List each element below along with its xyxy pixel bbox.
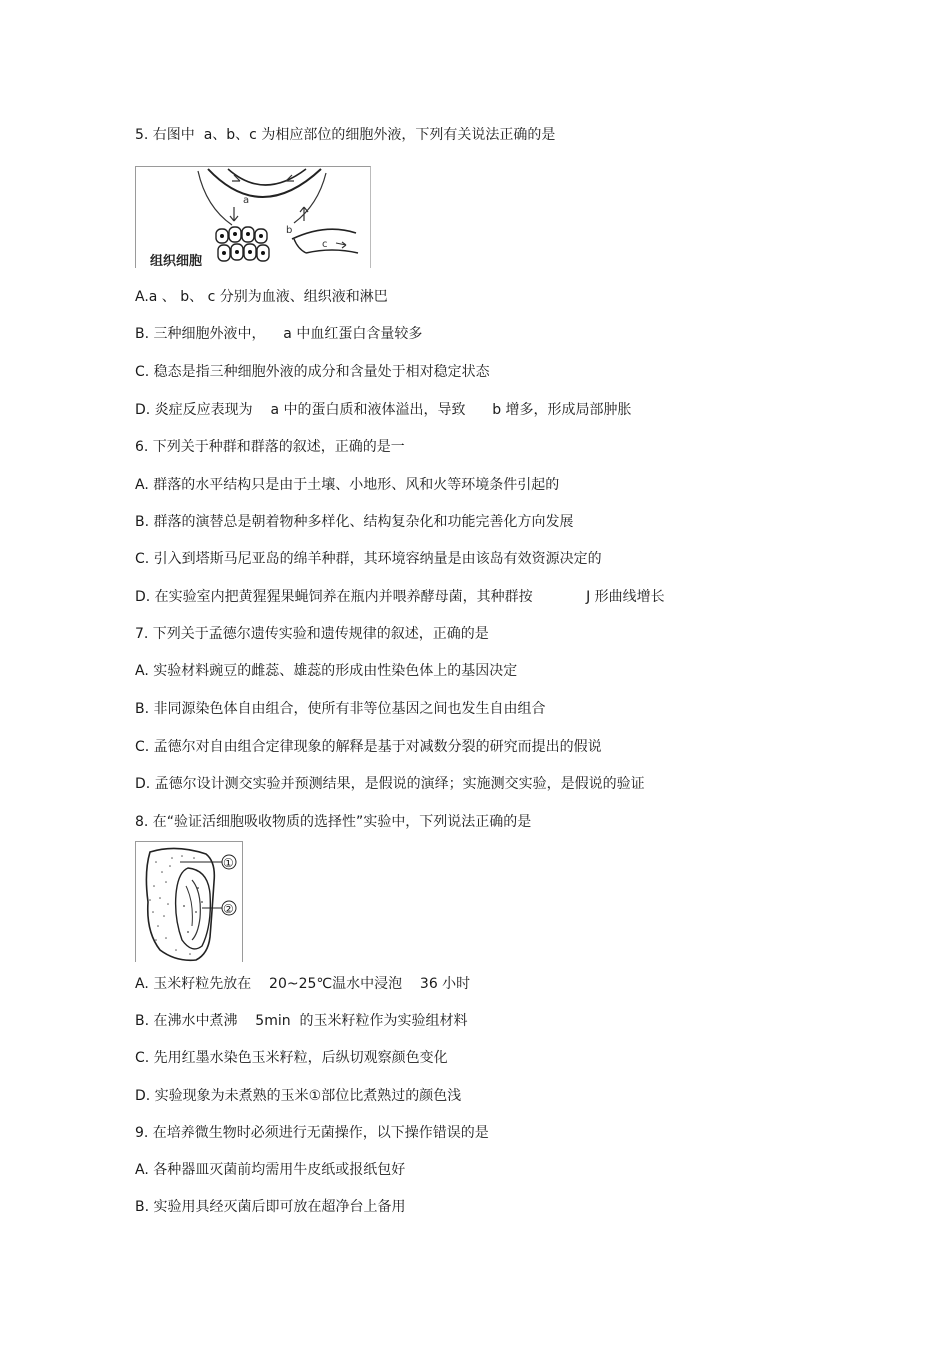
q7-option-a: A. 实验材料豌豆的雌蕊、雄蕊的形成由性染色体上的基因决定 [135,663,518,679]
q6-option-a: A. 群落的水平结构只是由于土壤、小地形、风和火等环境条件引起的 [135,477,560,493]
corn-kernel-diagram [135,841,243,962]
q6-option-d: D. 在实验室内把黄猩猩果蝇饲养在瓶内并喂养酵母菌，其种群按 J 形曲线增长 [135,589,665,605]
question-9-stem: 9. 在培养微生物时必须进行无菌操作，以下操作错误的是 [135,1125,489,1141]
label-2: ② [223,902,234,916]
q9-option-a: A. 各种器皿灭菌前均需用牛皮纸或报纸包好 [135,1162,406,1178]
q7-option-b: B. 非同源染色体自由组合，使所有非等位基因之间也发生自由组合 [135,701,546,717]
q6-option-c: C. 引入到塔斯马尼亚岛的绵羊种群，其环境容纳量是由该岛有效资源决定的 [135,551,602,567]
caption-tissue-cells: 组织细胞 [150,254,203,269]
question-7-stem: 7. 下列关于孟德尔遗传实验和遗传规律的叙述，正确的是 [135,626,489,642]
question-6-stem: 6. 下列关于种群和群落的叙述，正确的是一 [135,439,405,455]
question-8-stem: 8. 在“验证活细胞吸收物质的选择性”实验中，下列说法正确的是 [135,814,532,830]
q5-option-b: B. 三种细胞外液中， a 中血红蛋白含量较多 [135,326,423,342]
q8-option-a: A. 玉米籽粒先放在 20~25℃温水中浸泡 36 小时 [135,976,471,992]
question-5-stem: 5. 右图中 a、b、c 为相应部位的细胞外液，下列有关说法正确的是 [135,127,556,143]
q5-option-a: A.a 、 b、 c 分别为血液、组织液和淋巴 [135,289,388,305]
q8-option-d: D. 实验现象为未煮熟的玉米①部位比煮熟过的颜色浅 [135,1088,462,1104]
label-b: b [286,225,293,236]
q5-option-d: D. 炎症反应表现为 a 中的蛋白质和液体溢出，导致 b 增多，形成局部肿胀 [135,402,632,418]
q8-option-b: B. 在沸水中煮沸 5min 的玉米籽粒作为实验组材料 [135,1013,468,1029]
q8-option-c: C. 先用红墨水染色玉米籽粒，后纵切观察颜色变化 [135,1050,448,1066]
body-fluid-diagram [135,166,371,268]
q7-option-c: C. 孟德尔对自由组合定律现象的解释是基于对减数分裂的研究而提出的假说 [135,739,602,755]
q9-option-b: B. 实验用具经灭菌后即可放在超净台上备用 [135,1199,406,1215]
q7-option-d: D. 孟德尔设计测交实验并预测结果，是假说的演绎；实施测交实验，是假说的验证 [135,776,645,792]
q6-option-b: B. 群落的演替总是朝着物种多样化、结构复杂化和功能完善化方向发展 [135,514,574,530]
q5-option-c: C. 稳态是指三种细胞外液的成分和含量处于相对稳定状态 [135,364,490,380]
label-a: a [243,195,250,206]
label-1: ① [223,856,234,870]
label-c: c [322,239,328,250]
